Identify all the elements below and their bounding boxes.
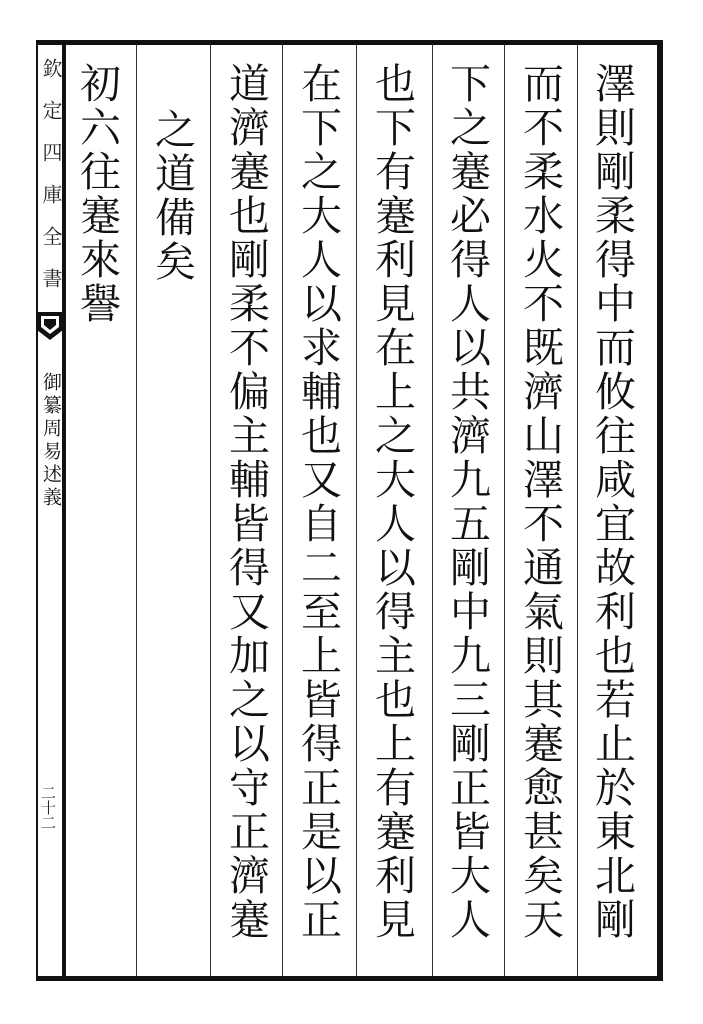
column-rule xyxy=(577,45,578,976)
margin-work-title: 御纂周易述義 xyxy=(40,372,62,510)
column-rule xyxy=(356,45,357,976)
text-column-5: 在下之大人以求輔也又自二至上皆得正是以正 xyxy=(294,62,342,942)
margin-page-number: 二十二 xyxy=(39,785,57,830)
frame-top-border xyxy=(36,40,663,45)
fishtail-mark-icon xyxy=(37,312,63,340)
text-column-2: 而不柔水火不既濟山澤不通氣則其蹇愈甚矣天 xyxy=(516,62,564,942)
column-rule xyxy=(210,45,211,976)
text-column-3: 下之蹇必得人以共濟九五剛中九三剛正皆大人 xyxy=(443,62,491,942)
text-column-1: 澤則剛柔得中而攸往咸宜故利也若止於東北剛 xyxy=(588,62,636,942)
column-rule xyxy=(136,45,137,976)
text-column-8-heading: 初六往蹇來譽 xyxy=(73,62,121,326)
text-column-4: 也下有蹇利見在上之大人以得主也上有蹇利見 xyxy=(368,62,416,942)
column-rule xyxy=(504,45,505,976)
column-rule xyxy=(432,45,433,976)
text-column-6: 道濟蹇也剛柔不偏主輔皆得又加之以守正濟蹇 xyxy=(222,62,270,942)
margin-book-title: 欽定四庫全書 xyxy=(39,58,63,310)
text-column-7: 之道備矣 xyxy=(148,108,196,284)
frame-right-border xyxy=(657,40,663,981)
frame-bottom-border xyxy=(36,976,663,981)
column-rule xyxy=(282,45,283,976)
